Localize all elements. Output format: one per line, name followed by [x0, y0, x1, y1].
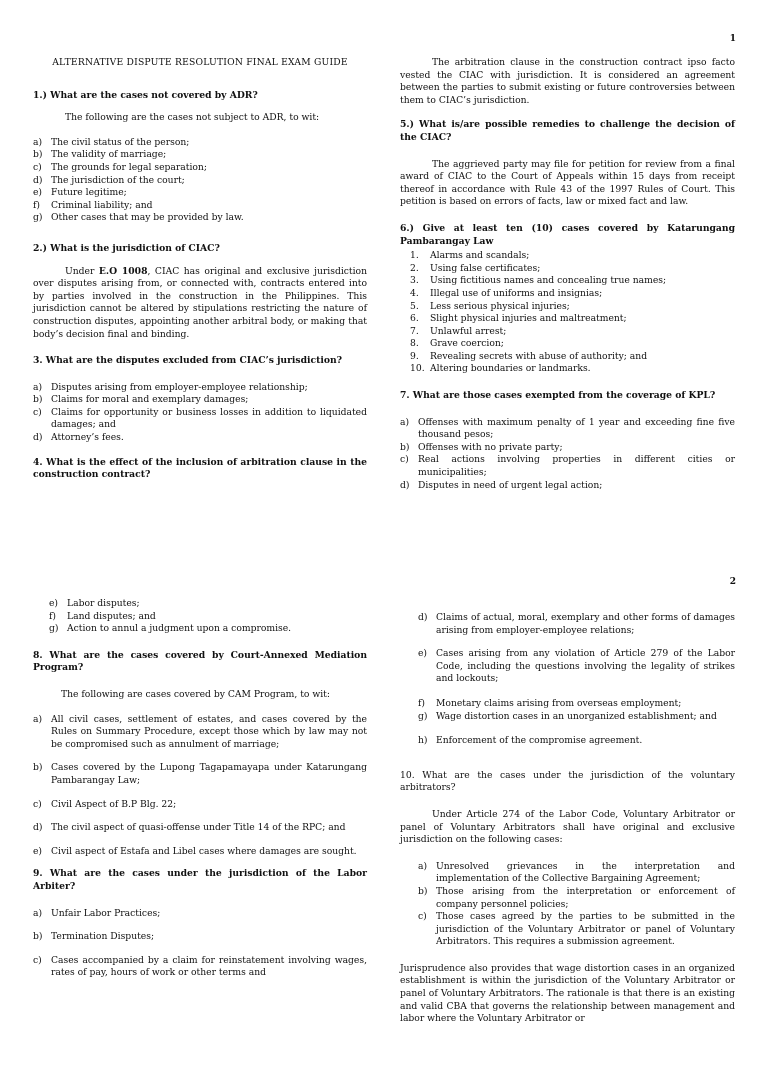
- list-item-text: All civil cases, settlement of estates, and cases covered by the Rules on Summary Procedure, except those which by law may not be compromised such as annulment of marriage;: [51, 713, 367, 750]
- page-number: 2: [729, 577, 736, 587]
- list-item: [33, 149, 367, 162]
- list-marker: d): [33, 822, 43, 834]
- list-item: [33, 137, 367, 150]
- list-item-text: The grounds for legal separation;: [51, 161, 207, 173]
- list-marker: g): [33, 212, 43, 224]
- answer-7-continued: [33, 598, 367, 636]
- answer-9-continued-3: [400, 735, 735, 748]
- list-item-text: Civil aspect of Estafa and Libel cases where damages are sought.: [51, 845, 357, 857]
- list-item: [33, 799, 367, 812]
- list-item-text: Unresolved grievances in the interpretation and implementation of the Collective Bargaining Agreement;: [436, 860, 735, 885]
- list-marker: c): [418, 911, 427, 923]
- list-marker: d): [400, 479, 410, 491]
- list-item: [33, 175, 367, 188]
- list-item: [33, 846, 367, 859]
- document-title: ALTERNATIVE DISPUTE RESOLUTION FINAL EXAM GUIDE: [52, 57, 348, 68]
- list-item-text: Revealing secrets with abuse of authority; and: [430, 350, 648, 362]
- list-item: [418, 648, 735, 686]
- question-1: 1.) What are the cases not covered by ADR?: [33, 89, 258, 101]
- list-item: [49, 598, 367, 611]
- list-marker: b): [400, 441, 410, 453]
- list-item: [400, 250, 735, 263]
- list-item: [33, 187, 367, 200]
- list-item: [33, 714, 367, 752]
- page1-left-column: [33, 57, 367, 492]
- list-item-text: Offenses with maximum penalty of 1 year and exceeding fine five thousand pesos;: [418, 416, 735, 441]
- question-8: 8. What are the cases covered by Court-Annexed Mediation Program?: [33, 649, 367, 674]
- list-marker: b): [33, 149, 43, 161]
- list-item-text: Unlawful arrest;: [430, 325, 507, 337]
- page-1: [0, 0, 768, 512]
- list-marker: f): [33, 199, 40, 211]
- list-item-text: The civil status of the person;: [51, 136, 190, 148]
- answer-7-list: [400, 417, 735, 493]
- list-item-text: Civil Aspect of B.P Blg. 22;: [51, 798, 177, 810]
- list-item: [33, 394, 367, 407]
- list-marker: g): [49, 623, 59, 635]
- list-item: [400, 417, 735, 442]
- list-marker: f): [49, 610, 56, 622]
- list-item: [400, 288, 735, 301]
- list-item-text: Those arising from the interpretation or enforcement of company personnel policies;: [436, 885, 735, 910]
- list-item-text: Slight physical injuries and maltreatment;: [430, 313, 627, 325]
- list-item: [400, 338, 735, 351]
- answer-2: [33, 266, 367, 342]
- question-6: 6.) Give at least ten (10) cases covered by Katarungang Pambarangay Law: [400, 222, 735, 247]
- list-marker: 8.: [410, 338, 419, 350]
- answer-2-text: , CIAC has original and exclusive jurisdiction over disputes arising from, or connected with, contracts entered into by parties involved in the construction in the Philippines. This jurisdiction cannot be altered by stipulations restricting the nature of construction disputes, appointing another arbitral body, or making that body’s decision final and binding.: [33, 265, 367, 340]
- list-marker: 1.: [410, 250, 419, 262]
- list-item: [400, 363, 735, 376]
- list-item: [33, 822, 367, 835]
- question-2: 2.) What is the jurisdiction of CIAC?: [33, 242, 220, 254]
- list-marker: e): [49, 598, 59, 609]
- list-item: [400, 313, 735, 326]
- list-marker: 3.: [410, 275, 419, 287]
- list-marker: c): [33, 954, 42, 966]
- list-item-text: Land disputes; and: [67, 610, 156, 622]
- list-marker: b): [33, 931, 43, 943]
- list-marker: c): [33, 161, 42, 173]
- question-7: 7. What are those cases exempted from the coverage of KPL?: [400, 390, 716, 402]
- list-item: [33, 762, 367, 787]
- list-item-text: Alarms and scandals;: [430, 250, 530, 262]
- list-item-text: Cases covered by the Lupong Tagapamayapa under Katarungang Pambarangay Law;: [51, 762, 367, 786]
- page-number: 1: [729, 34, 736, 44]
- list-item-text: Claims for opportunity or business losses in addition to liquidated damages; and: [51, 406, 367, 431]
- list-item: [33, 955, 367, 980]
- list-item-text: Disputes in need of urgent legal action;: [418, 479, 603, 491]
- question-10: 10. What are the cases under the jurisdiction of the voluntary arbitrators?: [400, 769, 735, 794]
- list-item-text: Wage distortion cases in an unorganized establishment; and: [436, 710, 717, 722]
- list-item-text: Termination Disputes;: [51, 931, 155, 943]
- list-item: [33, 212, 367, 225]
- list-item-text: Those cases agreed by the parties to be submitted in the jurisdiction of the Voluntary Arbitrator or panel of Voluntary Arbitrators. This requires a submission agreement.: [436, 911, 735, 948]
- question-4: 4. What is the effect of the inclusion of arbitration clause in the construction contract?: [33, 456, 367, 481]
- question-3: 3. What are the disputes excluded from CIAC’s jurisdiction?: [33, 355, 343, 367]
- list-item: [33, 407, 367, 432]
- list-item: [400, 442, 735, 455]
- list-marker: a): [418, 860, 428, 872]
- list-marker: c): [400, 454, 409, 466]
- answer-2-prefix: Under: [65, 265, 99, 277]
- list-item: [33, 931, 367, 944]
- list-item-text: Less serious physical injuries;: [430, 300, 570, 312]
- list-item-text: Cases arising from any violation of Article 279 of the Labor Code, including the questions involving the legality of strikes and lockouts;: [436, 648, 735, 685]
- list-marker: a): [400, 416, 410, 428]
- list-item: [400, 263, 735, 276]
- answer-4: The arbitration clause in the construction contract ipso facto vested the CIAC with jurisdiction. It is considered an agreement between the parties to submit existing or future controversies between them to CIAC’s jurisdiction.: [400, 57, 735, 106]
- list-item-text: Offenses with no private party;: [418, 441, 563, 453]
- list-item: [400, 301, 735, 314]
- list-item: [400, 326, 735, 339]
- list-item-text: Unfair Labor Practices;: [51, 907, 161, 919]
- list-marker: c): [33, 798, 42, 810]
- list-item-text: The validity of marriage;: [51, 149, 167, 161]
- list-item-text: Cases accompanied by a claim for reinstatement involving wages, rates of pay, hours of work or other terms and: [51, 954, 367, 979]
- list-marker: e): [33, 845, 43, 857]
- list-item: [400, 351, 735, 364]
- list-marker: a): [33, 713, 43, 725]
- list-item-text: The jurisdiction of the court;: [51, 174, 185, 186]
- list-marker: d): [418, 612, 428, 623]
- list-item: [418, 612, 735, 637]
- list-item-text: Claims of actual, moral, exemplary and other forms of damages arising from employer-employee relations;: [436, 612, 735, 636]
- list-marker: d): [33, 432, 43, 444]
- list-item: [49, 623, 367, 636]
- list-marker: c): [33, 406, 42, 418]
- list-marker: d): [33, 174, 43, 186]
- answer-10-list: [400, 861, 735, 949]
- list-item-text: Action to annul a judgment upon a compromise.: [67, 623, 292, 635]
- list-item-text: Monetary claims arising from overseas employment;: [436, 697, 682, 709]
- page1-right-column: [400, 57, 735, 504]
- answer-5: The aggrieved party may file for petition for review from a final award of CIAC to the Court of Appeals within 15 days from receipt thereof in accordance with Rule 43 of the 1997 Rules of Court. This petition is based on errors of facts, law or mixed fact and law.: [400, 158, 735, 208]
- list-item-text: Other cases that may be provided by law.: [51, 212, 244, 224]
- answer-10: Under Article 274 of the Labor Code, Voluntary Arbitrator or panel of Voluntary Arbitrators shall have original and exclusive jurisdiction on the following cases:: [400, 808, 735, 846]
- list-item-text: Illegal use of uniforms and insignias;: [430, 287, 603, 299]
- list-item: [418, 861, 735, 886]
- list-marker: h): [418, 735, 428, 747]
- list-item-text: Criminal liability; and: [51, 199, 153, 211]
- list-item-text: Future legitime;: [51, 187, 127, 199]
- list-marker: a): [33, 381, 43, 393]
- list-item-text: Labor disputes;: [67, 598, 140, 609]
- question-9: 9. What are the cases under the jurisdiction of the Labor Arbiter?: [33, 868, 367, 892]
- list-item-text: Altering boundaries or landmarks.: [430, 363, 591, 375]
- list-marker: 7.: [410, 325, 419, 337]
- list-item: [33, 432, 367, 445]
- list-item-text: Enforcement of the compromise agreement.: [436, 735, 643, 747]
- answer-1-list: [33, 137, 367, 225]
- list-item: [418, 698, 735, 711]
- list-item: [49, 611, 367, 624]
- list-item-text: Claims for moral and exemplary damages;: [51, 394, 249, 406]
- list-item-text: Disputes arising from employer-employee relationship;: [51, 381, 308, 393]
- list-marker: g): [418, 710, 428, 722]
- list-marker: a): [33, 907, 43, 919]
- list-marker: 9.: [410, 350, 419, 362]
- list-item: [33, 382, 367, 395]
- question-5: 5.) What is/are possible remedies to challenge the decision of the CIAC?: [400, 119, 735, 143]
- list-item-text: Attorney’s fees.: [51, 432, 124, 444]
- list-marker: b): [418, 885, 428, 897]
- list-marker: b): [33, 762, 43, 774]
- list-item-text: Grave coercion;: [430, 338, 504, 350]
- list-marker: b): [33, 394, 43, 406]
- answer-8-intro: The following are cases covered by CAM Program, to wit:: [61, 688, 330, 700]
- list-marker: 2.: [410, 262, 419, 274]
- list-item-text: The civil aspect of quasi-offense under Title 14 of the RPC; and: [51, 822, 346, 834]
- list-marker: 5.: [410, 300, 419, 312]
- list-item: [418, 735, 735, 748]
- list-marker: a): [33, 136, 43, 148]
- answer-9-list: [33, 908, 367, 980]
- list-marker: f): [418, 697, 425, 709]
- list-item: [33, 162, 367, 175]
- list-marker: e): [33, 187, 43, 199]
- list-item-text: Real actions involving properties in different cities or municipalities;: [418, 454, 735, 479]
- list-item: [400, 275, 735, 288]
- list-item-text: Using fictitious names and concealing true names;: [430, 275, 667, 287]
- page2-right-column: [400, 612, 735, 1038]
- answer-8-list: [33, 714, 367, 859]
- list-marker: e): [418, 648, 428, 660]
- list-item: [418, 886, 735, 911]
- answer-10-jurisprudence: Jurisprudence also provides that wage distortion cases in an organized establishment is within the jurisdiction of the Voluntary Arbitrator or panel of Voluntary Arbitrators. The rationale is that there is an existing and valid CBA that governs the relationship between management and labor where the Voluntary Arbitrator or: [400, 962, 735, 1025]
- answer-9-continued: [400, 612, 735, 686]
- list-marker: 4.: [410, 287, 419, 299]
- list-item: [33, 908, 367, 921]
- list-item-text: Using false certificates;: [430, 262, 541, 274]
- list-item: [400, 454, 735, 479]
- page-2: [0, 560, 768, 1072]
- answer-1-intro: The following are the cases not subject to ADR, to wit:: [65, 112, 320, 124]
- list-item: [418, 711, 735, 724]
- answer-2-bold: E.O 1008: [98, 265, 148, 277]
- page2-left-column: [33, 598, 367, 992]
- list-item: [418, 911, 735, 949]
- list-item: [33, 200, 367, 213]
- answer-3-list: [33, 382, 367, 445]
- answer-9-continued-2: [400, 698, 735, 723]
- list-marker: 6.: [410, 313, 419, 325]
- answer-6-list: [400, 250, 735, 376]
- list-marker: 10.: [410, 363, 425, 375]
- list-item: [400, 480, 735, 493]
